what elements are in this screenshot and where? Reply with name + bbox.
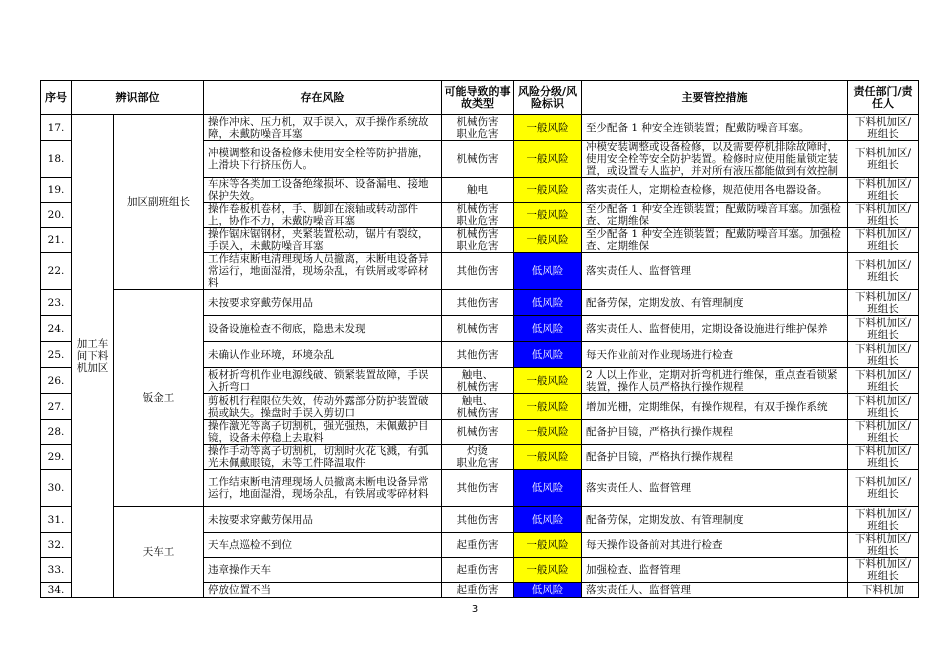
page-number: 3 — [471, 604, 479, 615]
risk-level-badge: 低风险 — [514, 470, 582, 507]
risk-cell: 工作结束断电清理现场人员撤离，未断电设备异常运行，地面湿滑，现场杂乱，有铁屑或零碎材料 — [204, 253, 442, 290]
accident-type: 机械伤害 职业危害 — [442, 203, 514, 228]
row-number: 24. — [41, 316, 72, 342]
risk-level-badge: 一般风险 — [514, 558, 582, 583]
row-number: 29. — [41, 445, 72, 470]
control-measures: 冲模安装调整或设备检修，以及需要停机排除故障时，使用安全栓等安全防护装置。检修时应使用能量锁定装置，或设置专人监护，并对所有液压都能做到有效控制 — [582, 141, 848, 178]
risk-level-badge: 一般风险 — [514, 141, 582, 178]
area-sub-assistant-leader: 加区副班组长 — [114, 115, 204, 290]
responsible-dept: 下料机加区/班组长 — [848, 203, 919, 228]
responsible-dept: 下料机加区/班组长 — [848, 368, 919, 394]
table-row — [41, 290, 919, 316]
risk-level-badge: 一般风险 — [514, 445, 582, 470]
responsible-dept: 下料机加区/班组长 — [848, 507, 919, 533]
row-number: 18. — [41, 141, 72, 178]
risk-level-badge: 一般风险 — [514, 394, 582, 420]
row-number: 30. — [41, 470, 72, 507]
accident-type: 其他伤害 — [442, 470, 514, 507]
control-measures: 配备护目镜，严格执行操作规程 — [582, 420, 848, 445]
risk-level-badge: 低风险 — [514, 342, 582, 368]
control-measures: 落实责任人、监督使用，定期设备设施进行维护保养 — [582, 316, 848, 342]
risk-level-badge: 一般风险 — [514, 533, 582, 558]
table-header-row — [41, 81, 919, 115]
table-row — [41, 507, 919, 533]
row-number: 32. — [41, 533, 72, 558]
row-number: 23. — [41, 290, 72, 316]
accident-type: 起重伤害 — [442, 533, 514, 558]
risk-cell: 操作冲床、压力机，双手误入，双手操作系统故障，未戴防噪音耳塞 — [204, 115, 442, 141]
accident-type: 其他伤害 — [442, 253, 514, 290]
risk-level-badge: 一般风险 — [514, 178, 582, 203]
control-measures: 落实责任人、监督管理 — [582, 470, 848, 507]
responsible-dept: 下料机加区/班组长 — [848, 394, 919, 420]
responsible-dept: 下料机加区/班组长 — [848, 420, 919, 445]
responsible-dept: 下料机加区/班组长 — [848, 115, 919, 141]
risk-cell: 天车点巡检不到位 — [204, 533, 442, 558]
risk-cell: 未确认作业环境，环境杂乱 — [204, 342, 442, 368]
control-measures: 至少配备 1 种安全连锁装置；配戴防噪音耳塞。加强检查、定期维保 — [582, 228, 848, 253]
control-measures: 每天作业前对作业现场进行检查 — [582, 342, 848, 368]
control-measures: 至少配备 1 种安全连锁装置；配戴防噪音耳塞。加强检查、定期维保 — [582, 203, 848, 228]
risk-level-badge: 一般风险 — [514, 115, 582, 141]
row-number: 26. — [41, 368, 72, 394]
risk-level-badge: 一般风险 — [514, 228, 582, 253]
accident-type: 触电 — [442, 178, 514, 203]
risk-level-badge: 低风险 — [514, 253, 582, 290]
table-row — [41, 115, 919, 141]
responsible-dept: 下料机加区/班组长 — [848, 253, 919, 290]
risk-level-badge: 低风险 — [514, 290, 582, 316]
responsible-dept: 下料机加区/班组长 — [848, 470, 919, 507]
control-measures: 配备劳保，定期发放、有管理制度 — [582, 290, 848, 316]
control-measures: 配备护目镜，严格执行操作规程 — [582, 445, 848, 470]
accident-type: 灼烫 职业危害 — [442, 445, 514, 470]
risk-cell: 操作手动等离子切割机，切割时火花飞溅，有弧光未佩戴眼镜，未等工件降温取件 — [204, 445, 442, 470]
control-measures: 加强检查、监督管理 — [582, 558, 848, 583]
row-number: 28. — [41, 420, 72, 445]
header-seq: 序号 — [41, 81, 72, 115]
responsible-dept: 下料机加区/班组长 — [848, 290, 919, 316]
header-level: 风险分级/风险标识 — [514, 81, 582, 115]
row-number: 27. — [41, 394, 72, 420]
header-location: 辨识部位 — [72, 81, 204, 115]
responsible-dept: 下料机加区/班组长 — [848, 445, 919, 470]
control-measures: 落实责任人，定期检查检修，规范使用各电器设备。 — [582, 178, 848, 203]
header-measures: 主要管控措施 — [582, 81, 848, 115]
control-measures: 配备劳保，定期发放、有管理制度 — [582, 507, 848, 533]
area-sub-sheet-metal: 钣金工 — [114, 290, 204, 507]
row-number: 25. — [41, 342, 72, 368]
area-main: 加工车间下料机加区 — [72, 115, 114, 598]
risk-level-badge: 低风险 — [514, 583, 582, 598]
accident-type: 其他伤害 — [442, 290, 514, 316]
risk-level-badge: 低风险 — [514, 316, 582, 342]
row-number: 34. — [41, 583, 72, 598]
risk-cell: 操作激光等离子切割机，强光强热，未佩戴护目镜，设备未停稳上去取料 — [204, 420, 442, 445]
accident-type: 机械伤害 — [442, 420, 514, 445]
row-number: 31. — [41, 507, 72, 533]
responsible-dept: 下料机加区/班组长 — [848, 533, 919, 558]
risk-level-badge: 一般风险 — [514, 420, 582, 445]
control-measures: 每天操作设备前对其进行检查 — [582, 533, 848, 558]
risk-cell: 操作卷板机卷材，手、脚卸在滚轴或转动部件上，协作不力，未戴防噪音耳塞 — [204, 203, 442, 228]
accident-type: 其他伤害 — [442, 342, 514, 368]
risk-cell: 设备设施检查不彻底，隐患未发现 — [204, 316, 442, 342]
accident-type: 起重伤害 — [442, 583, 514, 598]
responsible-dept: 下料机加区/班组长 — [848, 558, 919, 583]
risk-cell: 工作结束断电清理现场人员撤离未断电设备异常运行，地面湿滑，现场杂乱，有铁屑或零碎材料 — [204, 470, 442, 507]
risk-cell: 板材折弯机作业电源线破、锁紧装置故障，手误入折弯口 — [204, 368, 442, 394]
row-number: 17. — [41, 115, 72, 141]
control-measures: 至少配备 1 种安全连锁装置；配戴防噪音耳塞。 — [582, 115, 848, 141]
area-sub-crane-operator: 天车工 — [114, 507, 204, 598]
accident-type: 起重伤害 — [442, 558, 514, 583]
header-dept: 责任部门/责任人 — [848, 81, 919, 115]
risk-level-badge: 低风险 — [514, 507, 582, 533]
responsible-dept: 下料机加区/班组长 — [848, 141, 919, 178]
row-number: 33. — [41, 558, 72, 583]
risk-cell: 未按要求穿戴劳保用品 — [204, 290, 442, 316]
risk-level-badge: 一般风险 — [514, 368, 582, 394]
row-number: 22. — [41, 253, 72, 290]
risk-cell: 冲模调整和设备检修未使用安全栓等防护措施，上滑块下行挤压伤人。 — [204, 141, 442, 178]
accident-type: 机械伤害 — [442, 141, 514, 178]
row-number: 20. — [41, 203, 72, 228]
responsible-dept: 下料机加 — [848, 583, 919, 598]
header-accident: 可能导致的事故类型 — [442, 81, 514, 115]
control-measures: 落实责任人、监督管理 — [582, 583, 848, 598]
responsible-dept: 下料机加区/班组长 — [848, 228, 919, 253]
risk-cell: 违章操作天车 — [204, 558, 442, 583]
header-risk: 存在风险 — [204, 81, 442, 115]
risk-cell: 停放位置不当 — [204, 583, 442, 598]
accident-type: 其他伤害 — [442, 507, 514, 533]
risk-cell: 操作锯床锯钢材，夹紧装置松动，锯片有裂纹，手误入，未戴防噪音耳塞 — [204, 228, 442, 253]
risk-table — [40, 80, 919, 598]
row-number: 21. — [41, 228, 72, 253]
accident-type: 机械伤害 职业危害 — [442, 228, 514, 253]
control-measures: 2 人以上作业，定期对折弯机进行维保，重点查看锁紧装置，操作人员严格执行操作规程 — [582, 368, 848, 394]
control-measures: 落实责任人、监督管理 — [582, 253, 848, 290]
accident-type: 触电、 机械伤害 — [442, 394, 514, 420]
risk-cell: 剪板机行程限位失效，传动外露部分防护装置破损或缺失。操盘时手误入剪切口 — [204, 394, 442, 420]
control-measures: 增加光栅，定期维保，有操作规程，有双手操作系统 — [582, 394, 848, 420]
risk-cell: 未按要求穿戴劳保用品 — [204, 507, 442, 533]
accident-type: 机械伤害 职业危害 — [442, 115, 514, 141]
responsible-dept: 下料机加区/班组长 — [848, 316, 919, 342]
responsible-dept: 下料机加区/班组长 — [848, 178, 919, 203]
row-number: 19. — [41, 178, 72, 203]
risk-cell: 车床等各类加工设备绝缘损坏、设备漏电、接地保护失效。 — [204, 178, 442, 203]
risk-level-badge: 一般风险 — [514, 203, 582, 228]
responsible-dept: 下料机加区/班组长 — [848, 342, 919, 368]
accident-type: 机械伤害 — [442, 316, 514, 342]
accident-type: 触电、 机械伤害 — [442, 368, 514, 394]
